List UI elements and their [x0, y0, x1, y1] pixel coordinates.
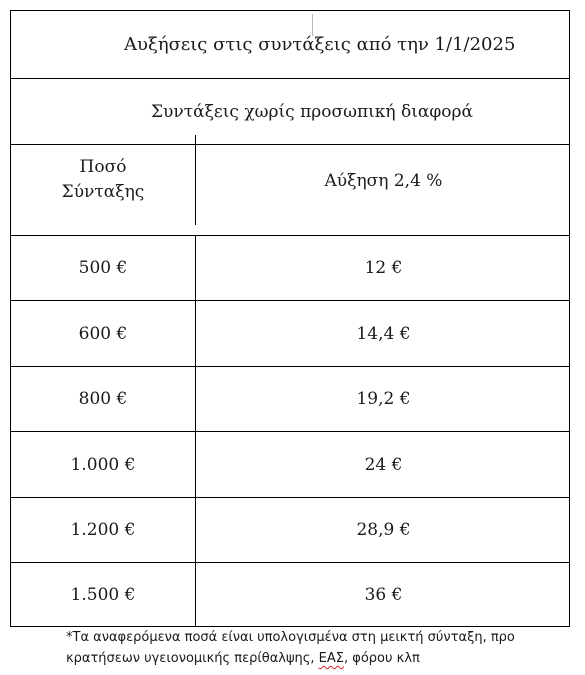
increase-cell: 36 €	[364, 584, 403, 605]
footnote-line2-end: , φόρου κλπ	[344, 651, 420, 666]
table-row	[11, 432, 569, 498]
increase-cell: 19,2 €	[356, 389, 411, 409]
table-row	[11, 236, 569, 301]
footnote-line1: *Τα αναφερόμενα ποσά είναι υπολογισμένα στη μεικτή σύνταξη, προ	[66, 630, 515, 645]
header-increase: Αύξηση 2,4 %	[324, 171, 443, 191]
header-amount-line1: Ποσό	[79, 157, 127, 177]
header-amount	[11, 135, 196, 225]
amount-cell: 800 €	[11, 367, 196, 431]
table-title-row	[11, 11, 569, 79]
footnote-line2	[66, 648, 571, 669]
increase-cell: 28,9 €	[356, 520, 411, 540]
increase-cell: 12 €	[364, 258, 403, 278]
table-row	[11, 301, 569, 367]
table-row	[11, 563, 569, 626]
amount-cell: 1.000 €	[11, 432, 196, 497]
footnote-line2-start: κρατήσεων υγειονομικής περίθαλψης,	[66, 651, 319, 666]
amount-cell: 600 €	[11, 301, 196, 366]
table-row	[11, 498, 569, 563]
table-title: Αυξήσεις στις συντάξεις από την 1/1/2025	[124, 34, 516, 55]
spellcheck-marked-word: ΕΑΣ	[318, 651, 344, 666]
table-header-row	[11, 145, 569, 236]
increase-cell: 24 €	[364, 454, 403, 475]
amount-cell: 1.500 €	[11, 563, 196, 626]
table-subtitle: Συντάξεις χωρίς προσωπική διαφορά	[151, 101, 473, 122]
table-row	[11, 367, 569, 432]
amount-cell: 500 €	[11, 236, 196, 300]
footnote	[66, 627, 571, 669]
header-amount-line2: Σύνταξης	[61, 182, 145, 202]
increase-cell: 14,4 €	[356, 323, 411, 344]
amount-cell: 1.200 €	[11, 498, 196, 562]
pension-increase-table	[10, 10, 570, 627]
